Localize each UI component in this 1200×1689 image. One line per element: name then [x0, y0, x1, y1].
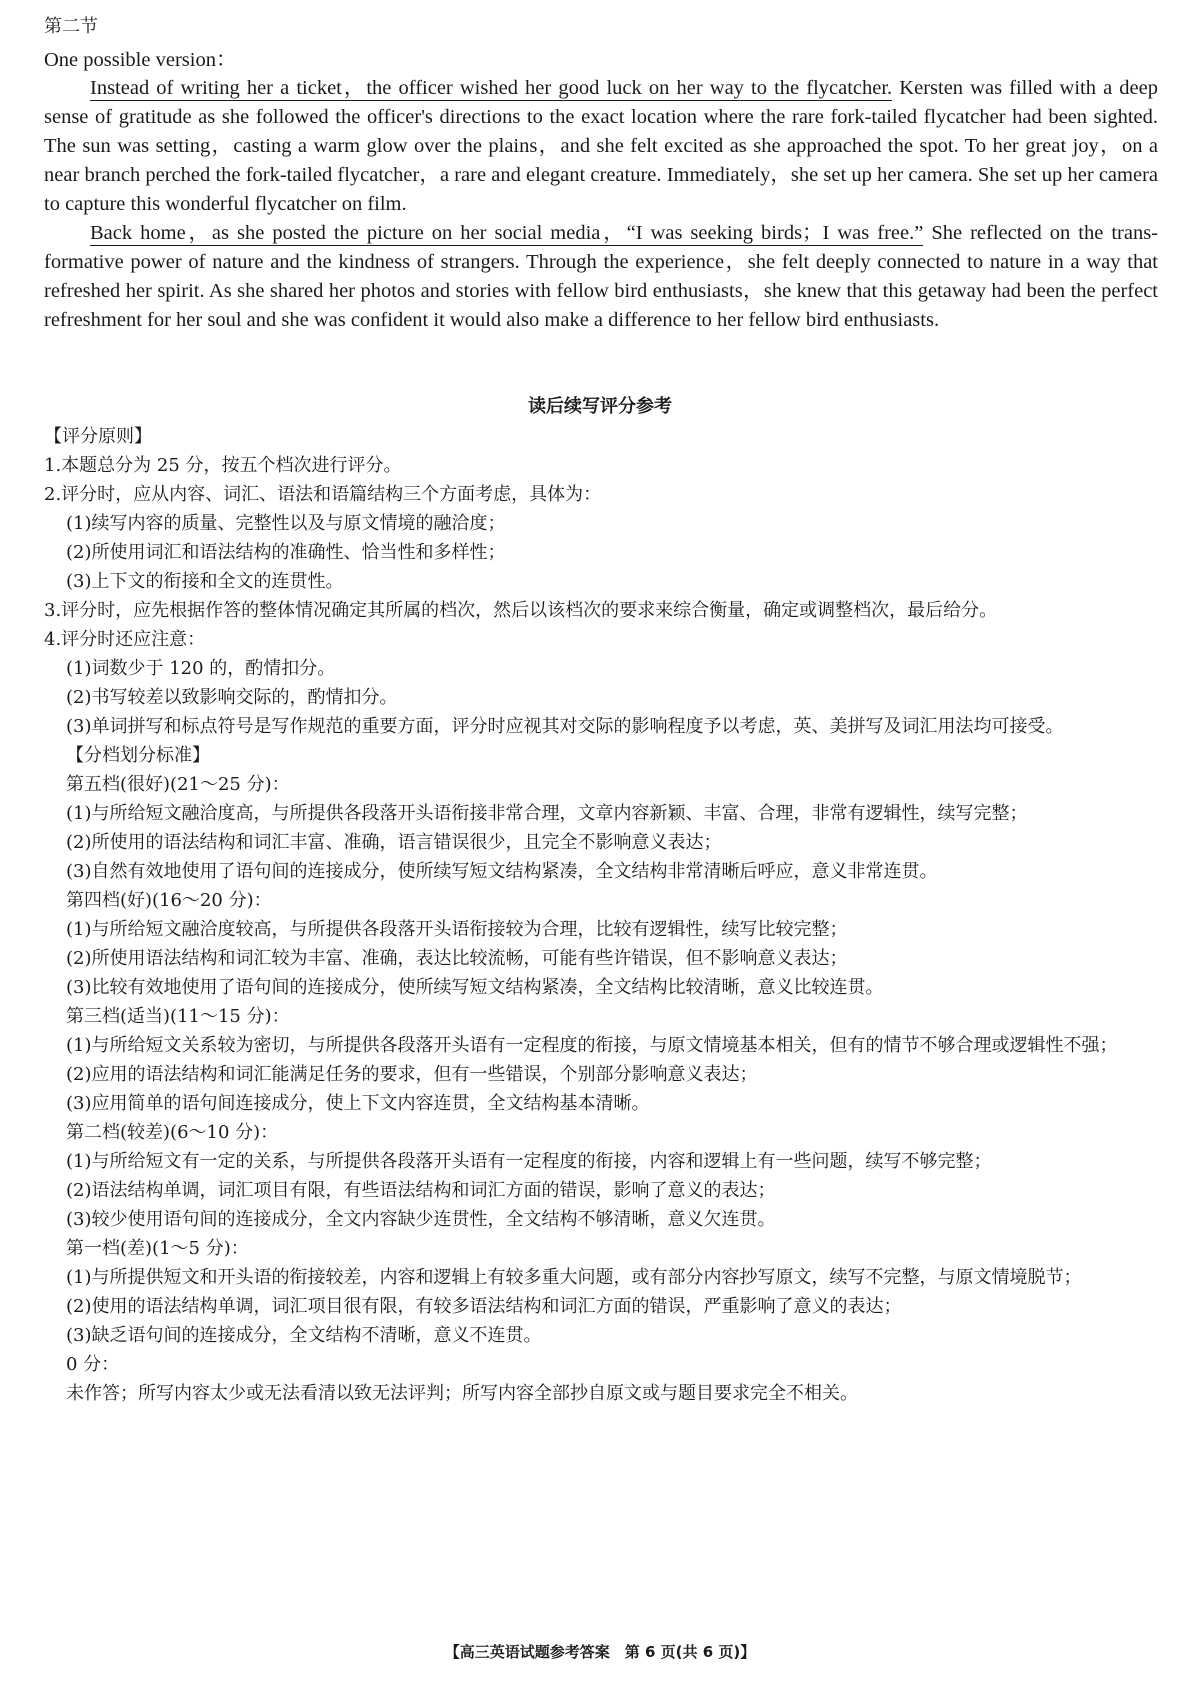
principle-4-item-3: (3)单词拼写和标点符号是写作规范的重要方面，评分时应视其对交际的影响程度予以考虑，英、美拼写及词汇用法均可接受。	[66, 716, 1064, 737]
principles-heading: 【评分原则】	[44, 426, 152, 447]
level-4-title: 第四档(好)(16～20 分)：	[66, 890, 272, 911]
level-4-item-1: (1)与所给短文融洽度较高，与所提供各段落开头语衔接较为合理，比较有逻辑性，续写比较完整；	[66, 919, 848, 940]
principle-2-item-1: (1)续写内容的质量、完整性以及与原文情境的融洽度；	[66, 513, 506, 534]
model-essay	[44, 74, 1158, 335]
level-2-title: 第二档(较差)(6～10 分)：	[66, 1122, 279, 1143]
level-5-title: 第五档(很好)(21～25 分)：	[66, 774, 290, 795]
level-3-item-3: (3)应用简单的语句间连接成分，使上下文内容连贯，全文结构基本清晰。	[66, 1093, 650, 1114]
principle-1: 1.本题总分为 25 分，按五个档次进行评分。	[44, 455, 402, 476]
level-5-item-2: (2)所使用的语法结构和词汇丰富、准确，语言错误很少，且完全不影响意义表达；	[66, 832, 722, 853]
level-4-item-2: (2)所使用语法结构和词汇较为丰富、准确，表达比较流畅，可能有些许错误，但不影响意义表达；	[66, 948, 848, 969]
level-3-item-2: (2)应用的语法结构和词汇能满足任务的要求，但有一些错误，个别部分影响意义表达；	[66, 1064, 758, 1085]
rubric-title: 读后续写评分参考	[528, 396, 672, 417]
principle-2: 2.评分时，应从内容、词汇、语法和语篇结构三个方面考虑，具体为：	[44, 484, 602, 505]
level-1-title: 第一档(差)(1～5 分)：	[66, 1238, 249, 1259]
essay-paragraph-2	[44, 219, 1158, 335]
paragraph-1-body: Kersten was filled with a deep sense of gratitude as she followed the officer's directions to the exact location where the rare fork-tailed flycatcher had been sighted. The sun was setting，casting a warm glow over the plains，and she felt excited as she approached the spot. To her great joy，on a near branch perched the fork-tailed flycatcher，a rare and elegant creature. Immediately，she set up her camera. She set up her camera to capture this wonderful flycatcher on film.	[44, 77, 1159, 215]
principle-2-item-3: (3)上下文的衔接和全文的连贯性。	[66, 571, 344, 592]
level-2-item-2: (2)语法结构单调，词汇项目有限，有些语法结构和词汇方面的错误，影响了意义的表达；	[66, 1180, 776, 1201]
level-5-item-3: (3)自然有效地使用了语句间的连接成分，使所续写短文结构紧凑，全文结构非常清晰后呼应，意义非常连贯。	[66, 861, 938, 882]
levels-heading: 【分档划分标准】	[66, 745, 210, 766]
version-label: One possible version：	[44, 49, 237, 71]
level-2-item-3: (3)较少使用语句间的连接成分，全文内容缺少连贯性，全文结构不够清晰，意义欠连贯。	[66, 1209, 776, 1230]
level-1-item-2: (2)使用的语法结构单调，词汇项目很有限，有较多语法结构和词汇方面的错误，严重影响了意义的表达；	[66, 1296, 902, 1317]
essay-paragraph-1	[44, 74, 1158, 219]
level-0-item: 未作答；所写内容太少或无法看清以致无法评判；所写内容全部抄自原文或与题目要求完全不相关。	[66, 1383, 858, 1404]
level-3-title: 第三档(适当)(11～15 分)：	[66, 1006, 290, 1027]
level-0-title: 0 分：	[66, 1354, 120, 1375]
rubric-body	[44, 422, 1158, 1408]
paragraph-2-body: She reflected on the trans-formative power of nature and the kindness of strangers. Through the experience，she felt deeply connected to nature in a way that refreshed her spirit. As she shared her photos and stories with fellow bird enthusiasts，she knew that this getaway had been the perfect refreshment for her soul and she was confident it would also make a difference to her fellow bird enthusiasts.	[44, 222, 1159, 331]
principle-4: 4.评分时还应注意：	[44, 629, 206, 650]
level-2-item-1: (1)与所给短文有一定的关系，与所提供各段落开头语有一定程度的衔接，内容和逻辑上有一些问题，续写不够完整；	[66, 1151, 992, 1172]
principle-2-item-2: (2)所使用词汇和语法结构的准确性、恰当性和多样性；	[66, 542, 506, 563]
level-5-item-1: (1)与所给短文融洽度高，与所提供各段落开头语衔接非常合理，文章内容新颖、丰富、合理，非常有逻辑性，续写完整；	[66, 803, 1028, 824]
level-3-item-1: (1)与所给短文关系较为密切，与所提供各段落开头语有一定程度的衔接，与原文情境基本相关，但有的情节不够合理或逻辑性不强；	[66, 1035, 1118, 1056]
principle-3: 3.评分时，应先根据作答的整体情况确定其所属的档次，然后以该档次的要求来综合衡量，确定或调整档次，最后给分。	[44, 600, 998, 621]
paragraph-2-opening: Back home，as she posted the picture on her social media，“I was seeking birds；I was free.”	[90, 222, 924, 244]
principle-4-item-2: (2)书写较差以致影响交际的，酌情扣分。	[66, 687, 398, 708]
level-1-item-3: (3)缺乏语句间的连接成分，全文结构不清晰，意义不连贯。	[66, 1325, 542, 1346]
paragraph-1-opening: Instead of writing her a ticket，the officer wished her good luck on her way to the flycatcher.	[90, 77, 893, 99]
section-heading: 第二节	[44, 16, 98, 37]
level-1-item-1: (1)与所提供短文和开头语的衔接较差，内容和逻辑上有较多重大问题，或有部分内容抄写原文，续写不完整，与原文情境脱节；	[66, 1267, 1082, 1288]
page-footer: 【高三英语试题参考答案 第 6 页(共 6 页)】	[444, 1643, 756, 1661]
level-4-item-3: (3)比较有效地使用了语句间的连接成分，使所续写短文结构紧凑，全文结构比较清晰，意义比较连贯。	[66, 977, 884, 998]
principle-4-item-1: (1)词数少于 120 的，酌情扣分。	[66, 658, 336, 679]
